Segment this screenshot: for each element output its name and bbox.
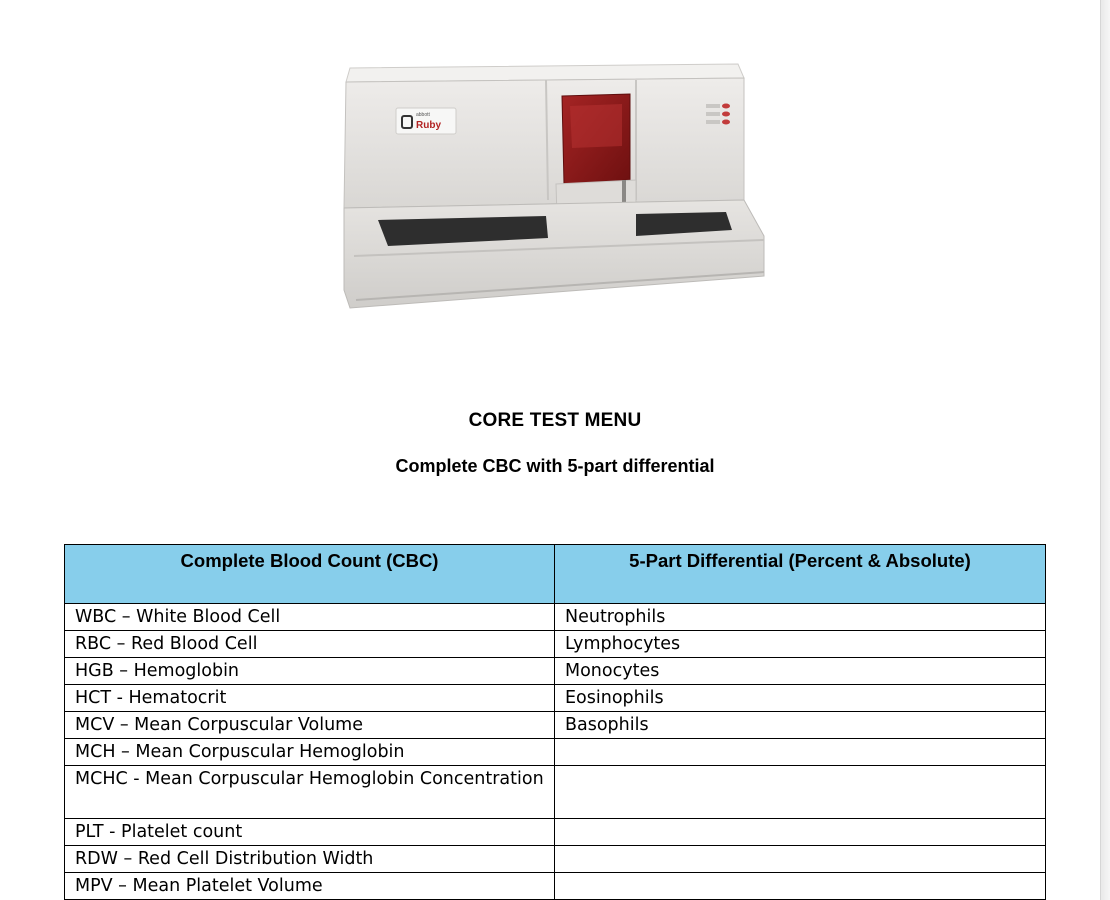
logo-brand-text: Ruby [416,120,441,131]
table-row [65,873,1046,900]
differential-cell: Monocytes [555,658,1046,685]
status-lights [706,104,730,125]
cbc-cell: MPV – Mean Platelet Volume [65,873,555,900]
cbc-cell: PLT - Platelet count [65,819,555,846]
differential-cell: Eosinophils [555,685,1046,712]
table-header-row [65,545,1046,604]
page-edge [1100,0,1110,900]
differential-cell: Lymphocytes [555,631,1046,658]
cbc-cell: RBC – Red Blood Cell [65,631,555,658]
logo-maker-text: abbott [416,112,430,118]
differential-cell [555,739,1046,766]
brand-logo [396,108,456,134]
differential-cell [555,873,1046,900]
differential-cell: Basophils [555,712,1046,739]
column-header-differential: 5-Part Differential (Percent & Absolute) [555,545,1046,604]
cbc-cell: MCH – Mean Corpuscular Hemoglobin [65,739,555,766]
page-subtitle: Complete CBC with 5-part differential [395,456,715,476]
table-row [65,846,1046,873]
table-row [65,604,1046,631]
cbc-cell: WBC – White Blood Cell [65,604,555,631]
cbc-cell: HCT - Hematocrit [65,685,555,712]
table-row [65,685,1046,712]
table-row [65,766,1046,819]
table-row [65,712,1046,739]
hematology-analyzer-image [330,50,780,320]
table-row [65,819,1046,846]
differential-cell [555,766,1046,819]
cbc-cell: MCHC - Mean Corpuscular Hemoglobin Concentration [65,766,555,819]
cbc-cell: RDW – Red Cell Distribution Width [65,846,555,873]
cbc-cell: MCV – Mean Corpuscular Volume [65,712,555,739]
page-title: CORE TEST MENU [468,410,642,431]
cbc-cell: HGB – Hemoglobin [65,658,555,685]
column-header-cbc: Complete Blood Count (CBC) [65,545,555,604]
differential-cell [555,846,1046,873]
table-row [65,631,1046,658]
test-menu-table [64,544,1046,900]
differential-cell: Neutrophils [555,604,1046,631]
differential-cell [555,819,1046,846]
table-row [65,658,1046,685]
table-row [65,739,1046,766]
